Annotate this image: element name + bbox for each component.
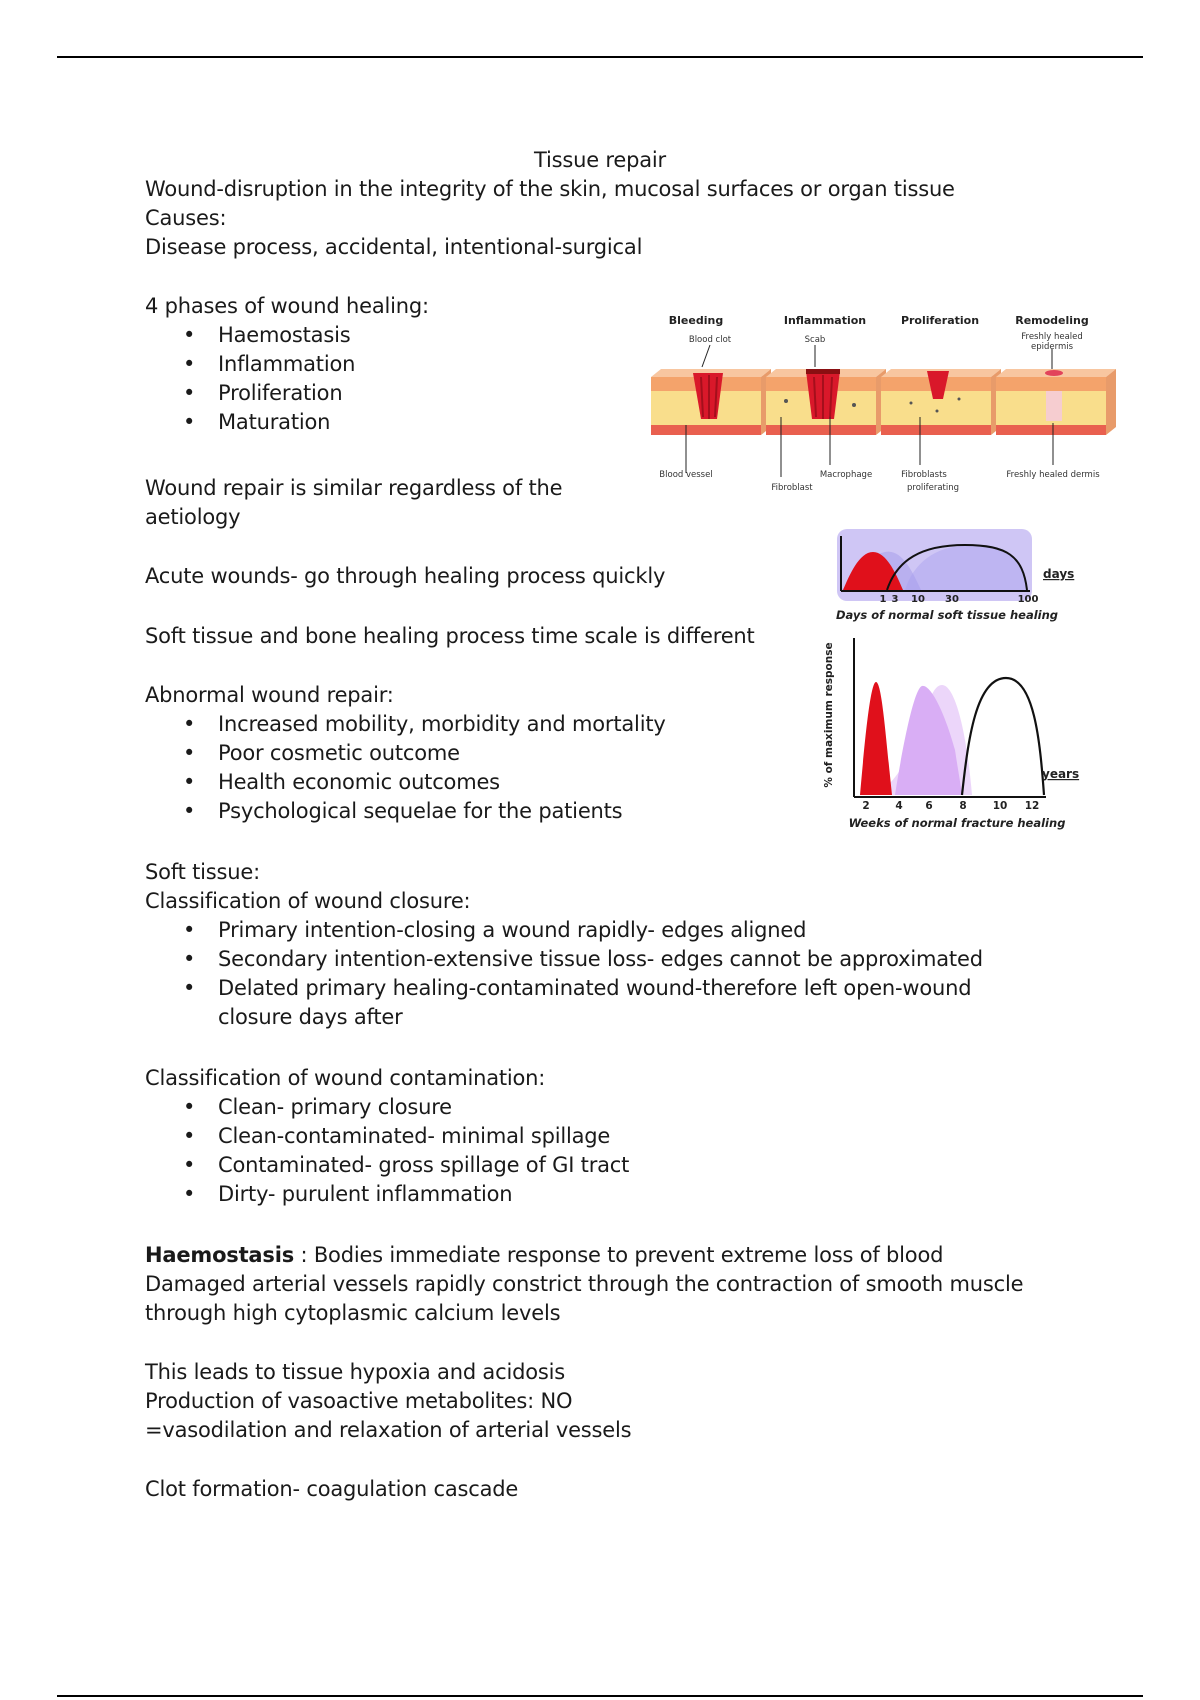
label-blood-clot: Blood clot	[688, 335, 732, 345]
x-tick: 2	[862, 800, 870, 812]
list-item: • Clean-contaminated- minimal spillage	[183, 1122, 629, 1151]
list-item: • Secondary intention-extensive tissue loss- edges cannot be approximated	[183, 945, 1038, 974]
abnormal-list	[183, 710, 666, 826]
skin-block-inflammation	[766, 369, 886, 435]
x-tick: 12	[1024, 800, 1040, 812]
soft-tissue-label: Soft tissue:	[145, 860, 260, 884]
timescale-note: Soft tissue and bone healing process time scale is different	[145, 624, 755, 648]
haemostasis-term: Haemostasis	[145, 1243, 295, 1267]
closure-heading: Classification of wound closure:	[145, 889, 471, 913]
x-tick: 6	[925, 800, 933, 812]
list-item: • Contaminated- gross spillage of GI tract	[183, 1151, 629, 1180]
skin-block-proliferation	[881, 369, 1001, 435]
phase-title: Remodeling	[1015, 314, 1089, 327]
top-rule	[57, 56, 1143, 58]
causes-label: Causes:	[145, 206, 227, 230]
list-item: • Poor cosmetic outcome	[183, 739, 666, 768]
hypoxia-line-3: =vasodilation and relaxation of arterial vessels	[145, 1418, 632, 1442]
list-item: • Maturation	[183, 408, 355, 437]
page-title: Tissue repair	[534, 148, 666, 172]
hypoxia-line-2: Production of vasoactive metabolites: NO	[145, 1389, 573, 1413]
phase-title: Proliferation	[900, 314, 980, 327]
remodeling-curve	[962, 678, 1044, 795]
list-item: • Increased mobility, morbidity and mortality	[183, 710, 666, 739]
haemostasis-line-3: through high cytoplasmic calcium levels	[145, 1301, 561, 1325]
haemostasis-line-2: Damaged arterial vessels rapidly constrict through the contraction of smooth muscle	[145, 1272, 1024, 1296]
closure-list	[183, 916, 1038, 1032]
skin-block-remodeling	[996, 369, 1116, 435]
label-epidermis: Freshly healed	[1021, 332, 1083, 342]
similar-line-1: Wound repair is similar regardless of the	[145, 476, 563, 500]
wound-definition: Wound-disruption in the integrity of the skin, mucosal surfaces or organ tissue	[145, 177, 955, 201]
contamination-list	[183, 1093, 629, 1209]
label-fibroblast: Fibroblast	[771, 483, 813, 493]
x-tick: 100	[1017, 594, 1039, 605]
x-tick: 10	[911, 594, 925, 605]
acute-wounds: Acute wounds- go through healing process quickly	[145, 564, 666, 588]
haemostasis-definition: : Bodies immediate response to prevent extreme loss of blood	[294, 1243, 944, 1267]
label-fibroblasts-proliferating: Fibroblasts	[901, 470, 947, 480]
list-item: • Inflammation	[183, 350, 355, 379]
wound-healing-phases-figure	[648, 305, 1118, 500]
phase-title: Inflammation	[783, 314, 867, 327]
label-epidermis: epidermis	[1030, 342, 1074, 352]
y-axis-label: % of maximum response	[823, 642, 835, 788]
chart-caption: Days of normal soft tissue healing	[835, 608, 1059, 622]
list-item: • Delated primary healing-contaminated wound-therefore left open-wound closure days after	[183, 974, 1038, 1032]
label-freshly-healed-dermis: Freshly healed dermis	[1006, 470, 1100, 480]
list-item: • Psychological sequelae for the patients	[183, 797, 666, 826]
x-tick: 10	[992, 800, 1008, 812]
x-unit: days	[1043, 567, 1075, 581]
fracture-healing-chart	[820, 630, 1090, 835]
x-unit: years	[1042, 767, 1080, 781]
hypoxia-line-1: This leads to tissue hypoxia and acidosis	[145, 1360, 565, 1384]
x-tick: 1	[879, 594, 887, 605]
phase-title: Bleeding	[668, 314, 724, 327]
label-fibroblasts-proliferating: proliferating	[906, 483, 960, 493]
list-item: • Proliferation	[183, 379, 355, 408]
bottom-rule	[57, 1695, 1143, 1697]
phases-list	[183, 321, 355, 437]
label-blood-vessel: Blood vessel	[659, 470, 713, 480]
contamination-heading: Classification of wound contamination:	[145, 1066, 546, 1090]
list-item: • Primary intention-closing a wound rapidly- edges aligned	[183, 916, 1038, 945]
x-tick: 3	[891, 594, 899, 605]
clot-formation: Clot formation- coagulation cascade	[145, 1477, 519, 1501]
skin-block-bleeding	[651, 369, 771, 435]
list-item: • Clean- primary closure	[183, 1093, 629, 1122]
haemostasis-line-1	[145, 1241, 943, 1270]
chart-caption: Weeks of normal fracture healing	[848, 816, 1066, 830]
label-scab: Scab	[804, 335, 826, 345]
list-item: • Health economic outcomes	[183, 768, 666, 797]
inflammation-peak	[860, 682, 892, 795]
soft-tissue-healing-chart	[825, 526, 1085, 626]
skin-blocks	[651, 369, 1116, 435]
abnormal-heading: Abnormal wound repair:	[145, 683, 394, 707]
label-macrophage: Macrophage	[819, 470, 873, 480]
phases-heading: 4 phases of wound healing:	[145, 294, 429, 318]
x-tick: 30	[945, 594, 959, 605]
x-tick: 4	[895, 800, 903, 812]
causes-text: Disease process, accidental, intentional-surgical	[145, 235, 643, 259]
list-item: • Dirty- purulent inflammation	[183, 1180, 629, 1209]
x-tick: 8	[959, 800, 967, 812]
similar-line-2: aetiology	[145, 505, 241, 529]
list-item: • Haemostasis	[183, 321, 355, 350]
